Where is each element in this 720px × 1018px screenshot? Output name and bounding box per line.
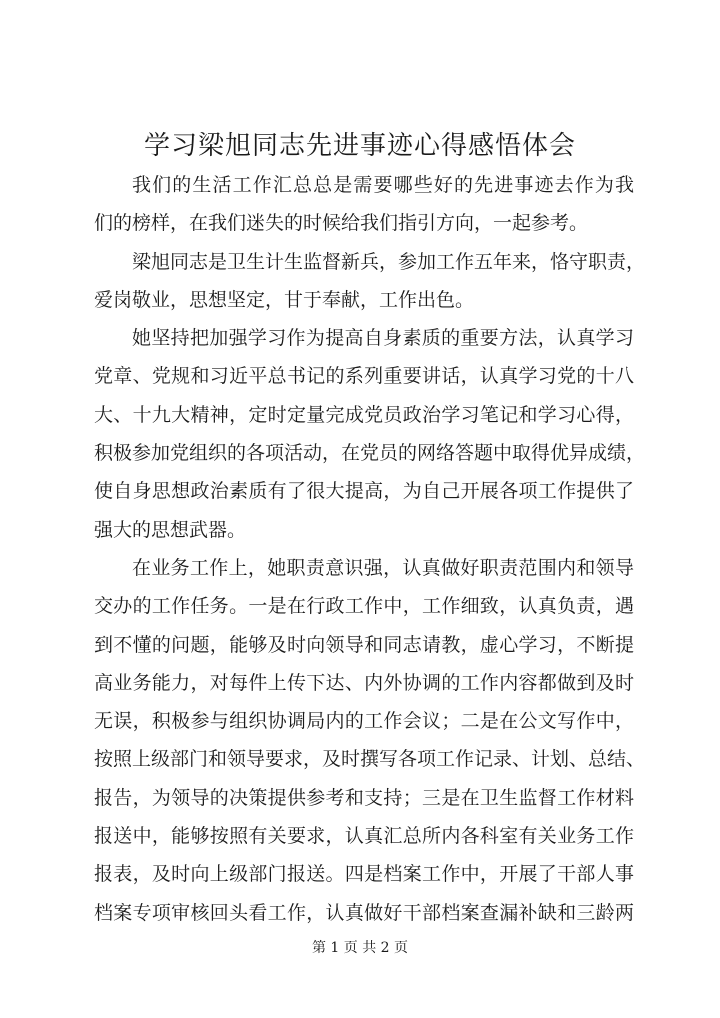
text-line: 高业务能力，对每件上传下达、内外协调的工作内容都做到及时 [94,671,634,694]
text-line: 使自身思想政治素质有了很大提高，为自己开展各项工作提供了 [94,480,634,503]
text-line: 报送中，能够按照有关要求，认真汇总所内各科室有关业务工作 [94,825,634,848]
text-line: 积极参加党组织的各项活动，在党员的网络答题中取得优异成绩， [94,442,646,465]
text-line: 在业务工作上，她职责意识强，认真做好职责范围内和领导 [132,556,634,579]
text-line: 报表，及时向上级部门报送。四是档案工作中，开展了干部人事 [94,863,634,886]
text-line: 大、十九大精神，定时定量完成党员政治学习笔记和学习心得， [94,403,634,426]
text-line: 梁旭同志是卫生计生监督新兵，参加工作五年来，恪守职责， [132,250,646,273]
text-line: 们的榜样，在我们迷失的时候给我们指引方向，一起参考。 [94,212,589,235]
text-line: 交办的工作任务。一是在行政工作中，工作细致，认真负责，遇 [94,595,634,618]
text-line: 无误，积极参与组织协调局内的工作会议；二是在公文写作中， [94,710,634,733]
text-line: 党章、党规和习近平总书记的系列重要讲话，认真学习党的十八 [94,365,634,388]
text-line: 按照上级部门和领导要求，及时撰写各项工作记录、计划、总结、 [94,748,646,771]
text-line: 档案专项审核回头看工作，认真做好干部档案查漏补缺和三龄两 [94,901,634,924]
page-number: 第 1 页 共 2 页 [311,940,409,956]
document-title: 学习梁旭同志先进事迹心得感悟体会 [143,131,576,161]
text-line: 到不懂的问题，能够及时向领导和同志请教，虚心学习，不断提 [94,633,634,656]
text-line: 她坚持把加强学习作为提高自身素质的重要方法，认真学习 [132,327,634,350]
text-line: 强大的思想武器。 [94,518,247,541]
text-line: 报告，为领导的决策提供参考和支持；三是在卫生监督工作材料 [94,786,634,809]
document-body [94,166,646,932]
text-line: 我们的生活工作汇总总是需要哪些好的先进事迹去作为我 [132,174,634,196]
text-line: 爱岗敬业，思想坚定，甘于奉献，工作出色。 [94,288,475,311]
